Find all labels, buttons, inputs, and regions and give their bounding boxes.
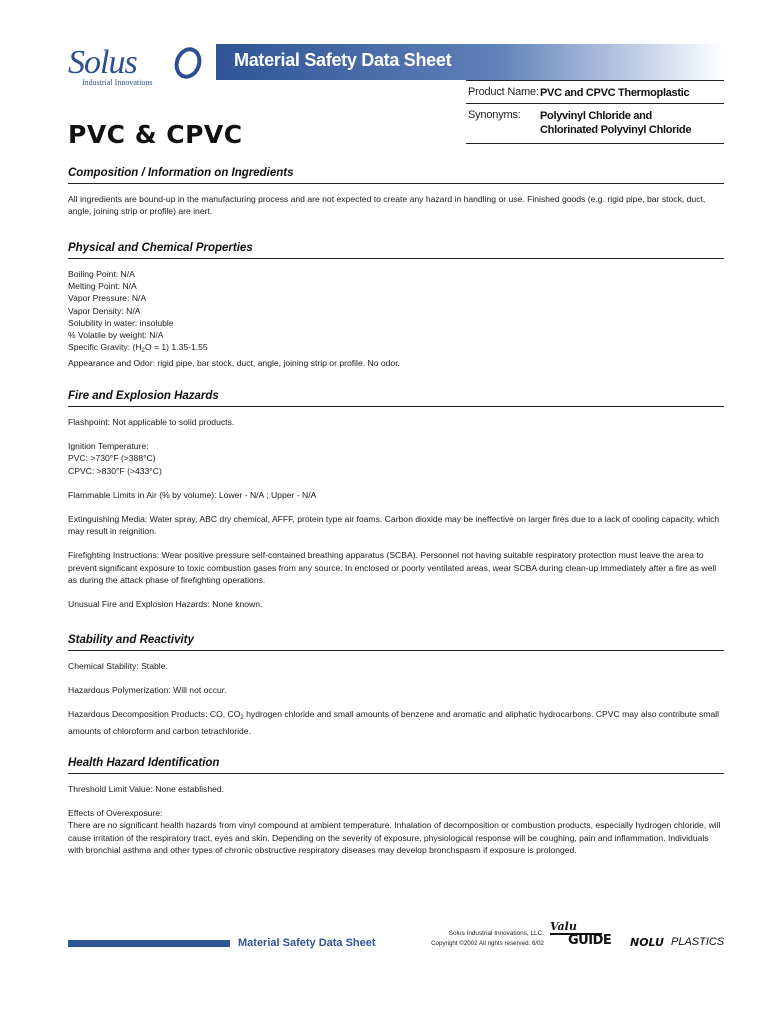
composition-text: All ingredients are bound-up in the manufacturing process and are not expected to create any hazard in handling or use. Finished goods (e.g. rigid pipe, bar stock, duct, angle, joining strip or profile) are inert. bbox=[68, 194, 706, 217]
synonyms-row bbox=[466, 104, 724, 144]
nolu-logo: NOLU bbox=[630, 936, 664, 949]
section-body bbox=[68, 268, 724, 370]
product-name-row bbox=[466, 80, 724, 104]
ignition-pvc: PVC: >730°F (>388°C) bbox=[68, 453, 156, 464]
footer-title: Material Safety Data Sheet bbox=[238, 937, 376, 949]
section-body bbox=[68, 660, 724, 737]
threshold-limit: Threshold Limit Value: None established. bbox=[68, 784, 225, 794]
logo-tagline: Industrial Innovations bbox=[82, 78, 153, 87]
page-title: PVC & CPVC bbox=[68, 120, 243, 149]
effects-text: There are no significant health hazards from vinyl compound at ambient temperature. Inhalation of decomposition or combustion products, especially hydrogen chloride, will cause irritation of the respiratory tract, eyes and skin. Depending on the severity of exposure, physiological response will be coughing, pain and inflammation. Individuals with bronchial asthma and other types of chronic obstructive respiratory diseases may develop bronchspasm if exposure is prolonged. bbox=[68, 820, 721, 855]
section-health-hazards bbox=[68, 757, 724, 856]
banner-title: Material Safety Data Sheet bbox=[234, 50, 452, 70]
boiling-point: Boiling Point: N/A bbox=[68, 269, 135, 279]
section-body bbox=[68, 416, 724, 610]
unusual-hazards: Unusual Fire and Explosion Hazards: None known. bbox=[68, 599, 263, 610]
solubility: Solubility in water: insoluble bbox=[68, 317, 174, 328]
appearance-odor: Appearance and Odor: rigid pipe, bar stock, duct, angle, joining strip or profile. No odor. bbox=[68, 358, 401, 369]
section-heading: Health Hazard Identification bbox=[68, 757, 724, 774]
decomp-suffix: hydrogen chloride and small amounts of benzene and aromatic and aliphatic hydrocarbons. CPVC may also contribute small amounts of chloroform and carbon tetrachloride. bbox=[68, 709, 720, 736]
section-heading: Stability and Reactivity bbox=[68, 634, 724, 651]
effects-label: Effects of Overexposure: bbox=[68, 808, 163, 819]
gravity-prefix: Specific Gravity: (H bbox=[68, 342, 142, 353]
section-heading: Composition / Information on Ingredients bbox=[68, 167, 724, 184]
section-heading: Physical and Chemical Properties bbox=[68, 242, 724, 259]
product-name-label: Product Name: bbox=[468, 86, 539, 98]
chemical-stability: Chemical Stability: Stable. bbox=[68, 661, 168, 671]
footer-company: Solus Industrial Innovations, LLC. bbox=[448, 930, 544, 937]
synonyms-value-line-2: Chlorinated Polyvinyl Chloride bbox=[540, 124, 692, 136]
flammable-limits: Flammable Limits in Air (% by volume): Lower - N/A ; Upper - N/A bbox=[68, 489, 317, 500]
section-heading: Fire and Explosion Hazards bbox=[68, 390, 724, 407]
valu-guide-logo bbox=[548, 920, 622, 952]
firefighting-instructions: Firefighting Instructions: Wear positive pressure self-contained breathing apparatus (SCBA). Personnel not having suitable respiratory protection must leave the area to prevent significant exposure to toxic combustion gases from any source. In enclosed or poorly ventilated areas, wear SCBA during clean-up immediately after a fire as well as during the attack phase of firefighting operations. bbox=[68, 550, 717, 585]
valu-wordmark: Valu bbox=[550, 920, 577, 933]
decomp-prefix: Hazardous Decomposition Products: CO, CO bbox=[68, 709, 241, 720]
section-stability bbox=[68, 634, 724, 737]
product-name-value: PVC and CPVC Thermoplastic bbox=[540, 87, 690, 99]
synonyms-value-line-1: Polyvinyl Chloride and bbox=[540, 110, 652, 122]
decomp-subscript: 2 bbox=[240, 715, 244, 722]
decomposition-products bbox=[68, 708, 724, 736]
section-physical-properties bbox=[68, 242, 724, 370]
gravity-suffix: O = 1) 1.35-1.55 bbox=[144, 342, 208, 353]
specific-gravity bbox=[68, 341, 724, 357]
synonyms-label: Synonyms: bbox=[468, 109, 521, 121]
section-body bbox=[68, 783, 724, 856]
footer-copyright: Copyright ©2002 All rights reserved. 6/02 bbox=[431, 940, 544, 947]
section-composition bbox=[68, 167, 724, 217]
plastics-wordmark: PLASTICS bbox=[671, 936, 725, 948]
section-body bbox=[68, 193, 724, 217]
gravity-subscript: 2 bbox=[141, 348, 145, 355]
document-type-banner bbox=[216, 44, 724, 80]
footer-accent-bar bbox=[68, 940, 230, 947]
extinguishing-media: Extinguishing Media: Water spray, ABC dry chemical, AFFF, protein type air foams. Carbon dioxide may be ineffective on larger fires due to a lack of cooling capacity, which may result in reignition. bbox=[68, 514, 720, 537]
volatile: % Volatile by weight: N/A bbox=[68, 330, 164, 341]
section-fire-hazards bbox=[68, 390, 724, 610]
guide-wordmark: GUIDE bbox=[568, 933, 612, 948]
solus-logo bbox=[68, 44, 208, 92]
flashpoint: Flashpoint: Not applicable to solid products. bbox=[68, 417, 235, 427]
logo-ring-icon bbox=[172, 46, 204, 80]
vapor-density: Vapor Density: N/A bbox=[68, 305, 141, 316]
ignition-cpvc: CPVC: >830°F (>433°C) bbox=[68, 465, 162, 476]
hazardous-polymerization: Hazardous Polymerization: Will not occur. bbox=[68, 685, 227, 696]
synonyms-value bbox=[540, 109, 691, 137]
melting-point: Melting Point: N/A bbox=[68, 281, 137, 292]
logo-wordmark: Solus bbox=[68, 44, 137, 81]
vapor-pressure: Vapor Pressure: N/A bbox=[68, 293, 147, 304]
ignition-label: Ignition Temperature: bbox=[68, 441, 149, 452]
